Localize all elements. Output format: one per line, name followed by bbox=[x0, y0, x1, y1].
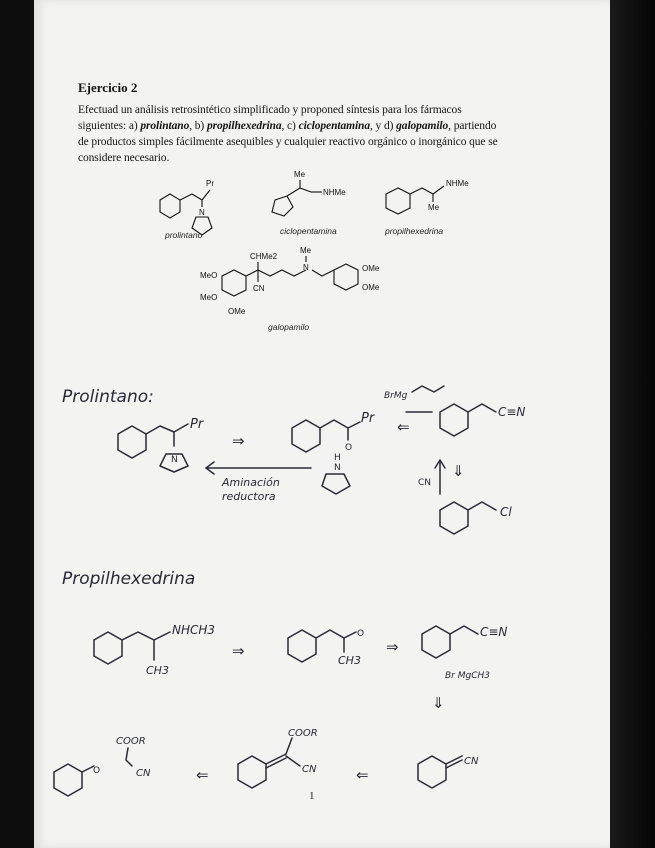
atom-me: Me bbox=[294, 170, 306, 179]
atom-ome-2: OMe bbox=[362, 283, 380, 292]
retro-arrow-3: ⇒ bbox=[232, 642, 245, 660]
svg-text:NHCH3: NHCH3 bbox=[172, 623, 216, 637]
label-prolintano: prolintano bbox=[165, 230, 203, 240]
drug-b: propilhexedrina bbox=[206, 120, 282, 132]
svg-text:Pr: Pr bbox=[361, 411, 375, 426]
atom-ome-1: OMe bbox=[362, 264, 380, 273]
atom-n-2: N bbox=[303, 263, 309, 272]
svg-text:CH3: CH3 bbox=[338, 654, 361, 667]
heading-propilhexedrina: Propilhexedrina bbox=[62, 569, 196, 589]
retro-arrow-down: ⇓ bbox=[452, 462, 465, 480]
galopamilo-structure bbox=[200, 246, 380, 316]
prolintano-structure bbox=[160, 179, 214, 235]
propilhexedrina-structure bbox=[386, 179, 469, 214]
hand-benzyl-nitrile bbox=[440, 404, 525, 436]
atom-meo-1: MeO bbox=[200, 271, 218, 280]
svg-text:CN: CN bbox=[136, 768, 151, 779]
cyanide-label: CN bbox=[418, 478, 432, 488]
hand-hexyl-ketone bbox=[288, 629, 364, 667]
retro-arrow-5: ⇐ bbox=[196, 766, 209, 784]
drug-d: galopamilo bbox=[396, 120, 449, 132]
svg-text:COOR: COOR bbox=[116, 736, 146, 747]
svg-text:COOR: COOR bbox=[288, 728, 318, 739]
label-propilhexedrina: propilhexedrina bbox=[385, 226, 444, 236]
hand-cyclohexylidene-nitrile bbox=[418, 756, 479, 788]
atom-me-2: Me bbox=[428, 203, 440, 212]
exercise-title: Ejercicio 2 bbox=[78, 80, 138, 95]
atom-ome-3: OMe bbox=[228, 307, 246, 316]
svg-text:O: O bbox=[357, 629, 365, 639]
retro-arrow-4: ⇒ bbox=[386, 638, 399, 656]
retro-arrow-down-2: ⇓ bbox=[432, 694, 445, 712]
atom-cn: CN bbox=[253, 284, 265, 293]
svg-text:O: O bbox=[345, 443, 353, 453]
hand-benzyl-chloride bbox=[440, 502, 512, 534]
hand-cyclohexanone bbox=[54, 764, 100, 796]
hand-pyrrolidine bbox=[322, 453, 350, 494]
grignard-reagent: BrMg bbox=[384, 391, 408, 401]
drug-c: ciclopentamina bbox=[298, 120, 370, 132]
retro-arrow-2: ⇐ bbox=[397, 418, 410, 436]
heading-prolintano: Prolintano: bbox=[62, 387, 154, 407]
hand-prolintano-target bbox=[118, 417, 205, 472]
hand-knoevenagel-product bbox=[238, 728, 318, 788]
atom-pr: Pr bbox=[206, 179, 214, 188]
svg-text:N: N bbox=[334, 463, 341, 473]
paragraph-line-3: de productos simples fácilmente asequibles y cualquier reactivo orgánico o inorgánico que se bbox=[78, 136, 498, 148]
label-ciclopentamina: ciclopentamina bbox=[280, 226, 337, 236]
atom-chme2: CHMe2 bbox=[250, 252, 278, 261]
page-number: 1 bbox=[309, 790, 315, 802]
atom-nhme: NHMe bbox=[323, 188, 346, 197]
paragraph-line-1: Efectuad un análisis retrosintético simplificado y proponed síntesis para los fármacos bbox=[78, 104, 462, 116]
hand-propilhexedrina-target bbox=[94, 623, 215, 677]
svg-text:CN: CN bbox=[302, 764, 317, 775]
amination-label-1: Aminación bbox=[222, 476, 280, 489]
hand-cyanoacetate bbox=[116, 736, 151, 779]
svg-text:CN: CN bbox=[464, 756, 479, 767]
svg-text:CH3: CH3 bbox=[146, 664, 169, 677]
drug-a: prolintano bbox=[140, 120, 190, 132]
svg-text:C≡N: C≡N bbox=[498, 405, 526, 419]
atom-n: N bbox=[199, 208, 205, 217]
paragraph-line-4: considere necesario. bbox=[78, 152, 170, 164]
atom-me-3: Me bbox=[300, 246, 312, 255]
retro-arrow-1: ⇒ bbox=[232, 432, 245, 450]
amination-label-2: reductora bbox=[222, 490, 276, 503]
retro-arrow-6: ⇐ bbox=[356, 766, 369, 784]
svg-text:C≡N: C≡N bbox=[480, 625, 508, 639]
svg-text:H: H bbox=[334, 453, 341, 463]
ciclopentamina-structure bbox=[272, 170, 346, 216]
grignard-methyl: Br MgCH3 bbox=[445, 671, 490, 681]
svg-text:Pr: Pr bbox=[190, 417, 204, 432]
svg-text:N: N bbox=[171, 455, 178, 465]
label-galopamilo: galopamilo bbox=[268, 322, 310, 332]
hand-hexyl-nitrile bbox=[422, 625, 507, 658]
atom-nhme-2: NHMe bbox=[446, 179, 469, 188]
svg-text:Cl: Cl bbox=[500, 505, 512, 519]
atom-meo-2: MeO bbox=[200, 293, 218, 302]
hand-ketone bbox=[292, 411, 376, 453]
paragraph-line-2: siguientes: a) prolintano, b) propilhexedrina, c) ciclopentamina, y d) galopamilo, partiendo bbox=[78, 120, 497, 132]
svg-text:O: O bbox=[93, 766, 101, 776]
